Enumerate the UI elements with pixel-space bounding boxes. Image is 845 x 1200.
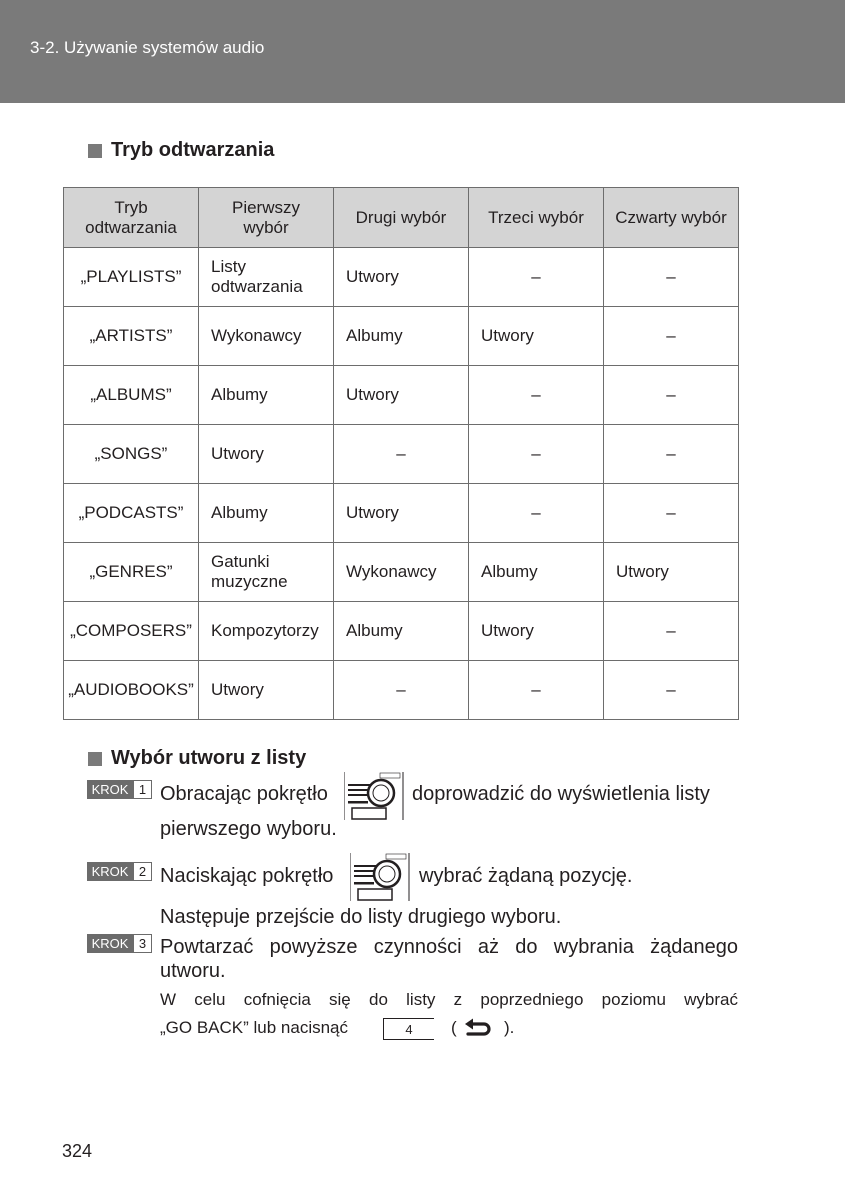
- table-cell: [334, 248, 469, 307]
- section-title-playback-mode: [88, 139, 274, 162]
- table-cell: [604, 484, 739, 543]
- note-paren-close: ).: [504, 1018, 515, 1037]
- step1-text-line2: pierwszego wyboru.: [160, 818, 337, 840]
- table-cell: [199, 307, 334, 366]
- table-header-cell: [199, 188, 334, 248]
- table-cell-text: „SONGS”: [94, 444, 168, 464]
- table-cell: [604, 307, 739, 366]
- table-cell: [469, 602, 604, 661]
- step2-text-after: wybrać żądaną pozycję.: [419, 865, 633, 887]
- tune-sel-knob-icon: [344, 770, 404, 822]
- table-cell-text: –: [666, 444, 676, 464]
- table-row: [64, 543, 739, 602]
- table-cell-text: –: [666, 503, 676, 523]
- step2-text-before: Naciskając pokrętło: [160, 865, 334, 887]
- table-cell-text: Albumy: [211, 385, 268, 405]
- table-cell-text: „ALBUMS”: [90, 385, 172, 405]
- table-cell: [469, 425, 604, 484]
- table-header-row: [64, 188, 739, 248]
- section-title-text: Tryb odtwarzania: [111, 139, 275, 161]
- table-cell: [199, 366, 334, 425]
- page-number: 324: [62, 1141, 93, 1161]
- table-cell: [64, 661, 199, 720]
- step-badge-1: [87, 780, 152, 799]
- table-cell: [199, 661, 334, 720]
- table-cell-text: Kompozytorzy: [211, 621, 319, 641]
- tune-sel-knob-icon: [350, 851, 410, 903]
- table-cell-text: Utwory: [346, 503, 399, 523]
- header-line: Drugi wybór: [355, 207, 447, 227]
- table-cell-text: Wykonawcy: [346, 562, 437, 582]
- table-cell: [199, 425, 334, 484]
- table-cell: [334, 366, 469, 425]
- step-badge-label: KROK: [87, 934, 133, 953]
- table-cell: [199, 543, 334, 602]
- table-cell: [334, 484, 469, 543]
- note-text-line2: „GO BACK” lub nacisnąć: [160, 1018, 349, 1037]
- step-badge-3: [87, 934, 152, 953]
- table-cell: [64, 602, 199, 661]
- table-cell: [469, 366, 604, 425]
- table-cell-text: –: [666, 326, 676, 346]
- table-cell-text: –: [666, 385, 676, 405]
- table-cell-text: Albumy: [481, 562, 538, 582]
- table-cell: [604, 248, 739, 307]
- table-cell-text: Wykonawcy: [211, 326, 302, 346]
- table-cell: [604, 661, 739, 720]
- table-cell: [334, 661, 469, 720]
- header-line: Tryb odtwarzania: [85, 197, 177, 237]
- table-cell: [199, 248, 334, 307]
- note-paren-open: (: [451, 1018, 457, 1037]
- table-cell-text: Utwory: [481, 326, 534, 346]
- step1-text-after: doprowadzić do wyświetlenia listy: [412, 783, 710, 805]
- table-cell: [64, 366, 199, 425]
- square-bullet-icon: [88, 752, 102, 766]
- table-cell-text: –: [396, 444, 406, 464]
- table-header-cell: [604, 188, 739, 248]
- table-cell-text: Utwory: [211, 680, 264, 700]
- table-cell: [469, 661, 604, 720]
- table-cell-text: –: [531, 680, 541, 700]
- table-cell-text: –: [531, 503, 541, 523]
- table-cell-text: „COMPOSERS”: [70, 621, 192, 641]
- table-cell: [604, 366, 739, 425]
- table-cell-text: Utwory: [346, 385, 399, 405]
- table-cell: [64, 248, 199, 307]
- table-cell: [199, 602, 334, 661]
- table-cell-text: Albumy: [346, 621, 403, 641]
- step1-text-before: Obracając pokrętło: [160, 783, 328, 805]
- table-header-cell: [469, 188, 604, 248]
- table-cell: [334, 425, 469, 484]
- table-cell: [469, 307, 604, 366]
- table-cell-text: –: [396, 680, 406, 700]
- back-arrow-icon: [464, 1017, 494, 1037]
- step3-text-line2: utworu.: [160, 960, 226, 982]
- step-badge-label: KROK: [87, 862, 133, 881]
- table-row: [64, 248, 739, 307]
- table-header-cell: [64, 188, 199, 248]
- table-cell-text: „PLAYLISTS”: [80, 267, 182, 287]
- step-badge-label: KROK: [87, 780, 133, 799]
- table-cell: [64, 307, 199, 366]
- table-cell-text: „AUDIOBOOKS”: [68, 680, 194, 700]
- table-cell: [469, 248, 604, 307]
- table-cell-text: –: [531, 385, 541, 405]
- table-cell-text: Utwory: [616, 562, 669, 582]
- table-cell: [334, 543, 469, 602]
- section-title-select-track: [88, 747, 306, 770]
- table-cell-text: Utwory: [346, 267, 399, 287]
- table-cell-text: –: [531, 444, 541, 464]
- table-cell-text: „PODCASTS”: [78, 503, 184, 523]
- table-row: [64, 425, 739, 484]
- table-row: [64, 366, 739, 425]
- table-row: [64, 307, 739, 366]
- section-title-text: Wybór utworu z listy: [111, 747, 307, 769]
- table-cell: [64, 484, 199, 543]
- table-cell: [469, 484, 604, 543]
- table-cell-text: Utwory: [481, 621, 534, 641]
- table-cell-text: –: [666, 621, 676, 641]
- step-badge-number: 3: [133, 934, 152, 953]
- playback-mode-table: [63, 187, 739, 720]
- page-header: [0, 0, 845, 103]
- table-cell-text: –: [666, 267, 676, 287]
- step-badge-number: 2: [133, 862, 152, 881]
- table-cell-text: Albumy: [346, 326, 403, 346]
- table-cell-text: Gatunki muzyczne: [211, 552, 288, 591]
- step2-text-line2: Następuje przejście do listy drugiego wyboru.: [160, 906, 562, 928]
- table-cell-text: –: [531, 267, 541, 287]
- step-badge-number: 1: [133, 780, 152, 799]
- table-row: [64, 661, 739, 720]
- table-cell: [469, 543, 604, 602]
- table-row: [64, 602, 739, 661]
- step3-text-line1: Powtarzać powyższe czynności aż do wybrania żądanego: [160, 936, 738, 958]
- step-badge-2: [87, 862, 152, 881]
- table-cell: [604, 425, 739, 484]
- preset-button-4: 4: [383, 1018, 434, 1040]
- table-cell-text: –: [666, 680, 676, 700]
- table-cell-text: Albumy: [211, 503, 268, 523]
- header-line: Czwarty wybór: [615, 207, 727, 227]
- table-cell: [64, 425, 199, 484]
- header-line: Pierwszy wybór: [231, 197, 300, 237]
- table-cell-text: Utwory: [211, 444, 264, 464]
- section-breadcrumb: 3-2. Używanie systemów audio: [30, 38, 265, 57]
- table-cell: [334, 602, 469, 661]
- table-cell: [334, 307, 469, 366]
- table-cell-text: „ARTISTS”: [89, 326, 173, 346]
- table-header-cell: [334, 188, 469, 248]
- table-row: [64, 484, 739, 543]
- note-text-line1: W celu cofnięcia się do listy z poprzedniego poziomu wybrać: [160, 990, 738, 1009]
- table-cell-text: Listy odtwarzania: [211, 257, 303, 296]
- header-line: Trzeci wybór: [488, 207, 584, 227]
- table-cell: [604, 602, 739, 661]
- square-bullet-icon: [88, 144, 102, 158]
- table-cell: [199, 484, 334, 543]
- table-cell: [64, 543, 199, 602]
- table-cell: [604, 543, 739, 602]
- table-cell-text: „GENRES”: [89, 562, 173, 582]
